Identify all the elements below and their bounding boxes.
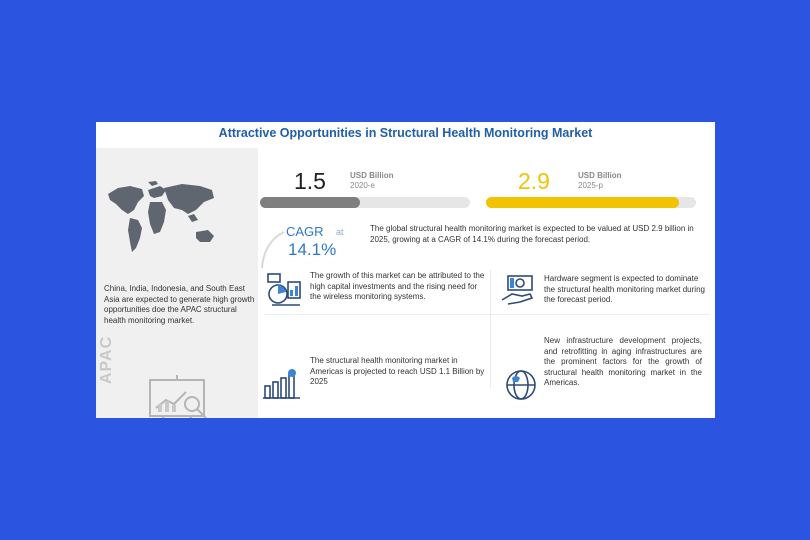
infrastructure-insight-text: New infrastructure development projects, and retrofitting in aging infrastructures are the prominent factors for the growth of structural health monitoring market in the Americas.	[544, 336, 702, 387]
presentation-board-icon	[144, 374, 216, 418]
cagr-arc-icon	[260, 230, 286, 270]
americas-insight-text: The structural health monitoring market in Americas is projected to reach USD 1.1 Billion by 2025	[310, 356, 485, 386]
world-map-icon	[104, 180, 222, 264]
growth-dashboard-icon	[266, 272, 304, 308]
bar-2020	[260, 197, 360, 208]
bar-chart-dollar-icon	[262, 368, 302, 400]
kpi-2025-value: 2.9	[518, 168, 550, 194]
money-hand-icon	[500, 272, 536, 306]
apac-description: China, India, Indonesia, and South East Asia are expected to generate high growth opportunities doe the APAC structural health monitoring market.	[104, 284, 255, 325]
growth-insight-text: The growth of this market can be attributed to the high capital investments and the rising need for the wireless monitoring systems.	[310, 271, 485, 301]
infographic-title: Attractive Opportunities in Structural Health Monitoring Market	[218, 126, 593, 140]
hardware-insight-text: Hardware segment is expected to dominate the structural health monitoring market during the forecast period.	[544, 274, 705, 304]
apac-label: APAC	[98, 335, 115, 384]
bar-2025	[486, 197, 679, 208]
kpi-2020-value: 1.5	[294, 168, 326, 194]
cagr-label: CAGR	[286, 224, 324, 239]
cagr-description: The global structural health monitoring market is expected to be valued at USD 2.9 billion in 2025, growing at a CAGR of 14.1% during the forecast period.	[370, 224, 694, 244]
globe-icon	[504, 368, 538, 402]
kpi-2025-unit: USD Billion	[578, 171, 622, 180]
kpi-2020-year: 2020-e	[350, 181, 375, 190]
infographic-card	[96, 122, 715, 418]
cagr-value: 14.1%	[288, 240, 337, 259]
apac-panel	[96, 148, 258, 418]
kpi-2020-unit: USD Billion	[350, 171, 394, 180]
divider-horizontal	[264, 314, 709, 315]
kpi-2025-year: 2025-p	[578, 181, 603, 190]
cagr-at: at	[336, 227, 344, 237]
